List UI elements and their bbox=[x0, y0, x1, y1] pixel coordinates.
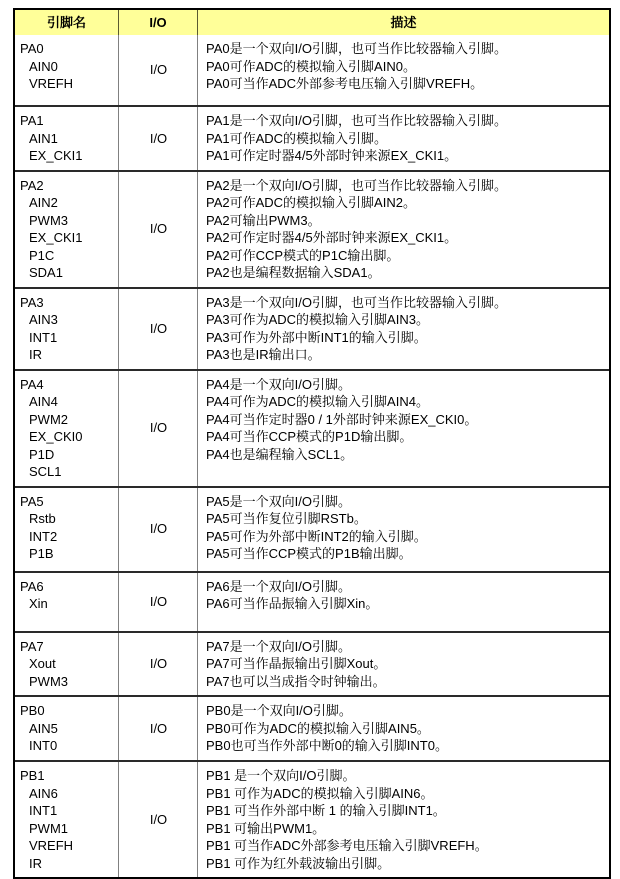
description-cell bbox=[198, 371, 609, 486]
pin-name-primary: PB0 bbox=[20, 703, 45, 718]
description-line: PA2也是编程数据输入SDA1。 bbox=[206, 265, 381, 280]
io-cell: I/O bbox=[119, 573, 198, 631]
pin-name-sub: Rstb bbox=[29, 511, 56, 526]
description-line: PA2是一个双向I/O引脚，也可当作比较器输入引脚。 bbox=[206, 177, 507, 193]
pin-description-table bbox=[13, 8, 611, 879]
description-line: PA4可作为ADC的模拟输入引脚AIN4。 bbox=[206, 394, 429, 409]
description-line: PB1 是一个双向I/O引脚。 bbox=[206, 768, 356, 783]
pin-name-primary: PA0 bbox=[20, 41, 44, 56]
header-io: I/O bbox=[119, 10, 198, 35]
description-cell bbox=[198, 762, 609, 877]
description-line: PA2可作定时器4/5外部时钟来源EX_CKI1。 bbox=[206, 230, 458, 245]
description-line: PA1可作定时器4/5外部时钟来源EX_CKI1。 bbox=[206, 148, 458, 163]
table-row-PA1 bbox=[15, 105, 609, 170]
pin-name-sub: EX_CKI1 bbox=[29, 148, 83, 163]
table-row-PA4 bbox=[15, 369, 609, 486]
pin-name-primary: PA1 bbox=[20, 113, 44, 128]
pin-name-sub: Xout bbox=[29, 656, 56, 671]
description-cell bbox=[198, 633, 609, 696]
pin-name-sub: IR bbox=[29, 855, 42, 871]
pin-name-sub: EX_CKI1 bbox=[29, 230, 83, 245]
pin-name-sub: AIN2 bbox=[29, 195, 58, 210]
pin-names-cell bbox=[15, 371, 119, 486]
io-cell: I/O bbox=[119, 172, 198, 287]
pin-name-sub: VREFH bbox=[29, 76, 74, 91]
pin-name-sub: PWM1 bbox=[29, 820, 68, 836]
description-line: PA4是一个双向I/O引脚。 bbox=[206, 376, 351, 392]
description-line: PA0是一个双向I/O引脚，也可当作比较器输入引脚。 bbox=[206, 41, 507, 56]
pin-names-cell bbox=[15, 488, 119, 571]
io-cell: I/O bbox=[119, 35, 198, 105]
pin-name-sub: PWM2 bbox=[29, 411, 68, 427]
description-line: PA4可当作定时器0 / 1外部时钟来源EX_CKI0。 bbox=[206, 411, 478, 427]
table-row-PA7 bbox=[15, 631, 609, 696]
table-row-PB1 bbox=[15, 760, 609, 877]
pin-name-primary: PA5 bbox=[20, 493, 44, 509]
pin-name-sub: AIN0 bbox=[29, 58, 58, 74]
description-line: PA6是一个双向I/O引脚。 bbox=[206, 578, 351, 594]
pin-name-sub: AIN4 bbox=[29, 394, 58, 409]
description-line: PB1 可作为ADC的模拟输入引脚AIN6。 bbox=[206, 785, 434, 801]
pin-name-primary: PA6 bbox=[20, 578, 44, 594]
table-row-PA5 bbox=[15, 486, 609, 571]
pin-name-sub: INT0 bbox=[29, 738, 58, 753]
description-line: PB0也可当作外部中断0的输入引脚INT0。 bbox=[206, 738, 448, 753]
description-line: PA5可当作复位引脚RSTb。 bbox=[206, 511, 367, 526]
description-cell bbox=[198, 289, 609, 369]
pin-names-cell bbox=[15, 289, 119, 369]
description-line: PA7也可以当成指令时钟输出。 bbox=[206, 673, 386, 689]
table-row-PB0 bbox=[15, 695, 609, 760]
description-line: PA3是一个双向I/O引脚，也可当作比较器输入引脚。 bbox=[206, 294, 507, 310]
pin-name-primary: PB1 bbox=[20, 768, 45, 783]
pin-name-sub: AIN1 bbox=[29, 130, 58, 146]
description-line: PA2可作CCP模式的P1C输出脚。 bbox=[206, 247, 400, 263]
description-line: PB1 可当作外部中断 1 的输入引脚INT1。 bbox=[206, 803, 446, 818]
table-row-PA0 bbox=[15, 35, 609, 105]
pin-name-primary: PA2 bbox=[20, 177, 44, 193]
pin-name-sub: AIN5 bbox=[29, 720, 58, 736]
description-line: PA1是一个双向I/O引脚，也可当作比较器输入引脚。 bbox=[206, 113, 507, 128]
description-cell bbox=[198, 573, 609, 631]
pin-names-cell bbox=[15, 172, 119, 287]
table-row-PA2 bbox=[15, 170, 609, 287]
description-line: PB1 可作为红外载波输出引脚。 bbox=[206, 855, 391, 871]
description-line: PA1可作ADC的模拟输入引脚。 bbox=[206, 130, 388, 146]
description-line: PA7可当作晶振输出引脚Xout。 bbox=[206, 656, 387, 671]
description-line: PB0是一个双向I/O引脚。 bbox=[206, 703, 352, 718]
pin-name-sub: INT1 bbox=[29, 329, 58, 345]
header-pin-name: 引脚名 bbox=[15, 10, 119, 35]
description-line: PA5可作为外部中断INT2的输入引脚。 bbox=[206, 528, 427, 544]
io-cell: I/O bbox=[119, 289, 198, 369]
pin-name-sub: AIN6 bbox=[29, 785, 58, 801]
table-body bbox=[15, 35, 609, 877]
pin-name-sub: SDA1 bbox=[29, 265, 63, 280]
description-line: PA7是一个双向I/O引脚。 bbox=[206, 638, 351, 654]
pin-name-sub: EX_CKI0 bbox=[29, 429, 83, 444]
description-line: PA5是一个双向I/O引脚。 bbox=[206, 493, 351, 509]
table-row-PA6 bbox=[15, 571, 609, 631]
pin-names-cell bbox=[15, 35, 119, 105]
description-line: PA2可作ADC的模拟输入引脚AIN2。 bbox=[206, 195, 416, 210]
description-line: PA4也是编程输入SCL1。 bbox=[206, 446, 354, 462]
description-line: PA4可当作CCP模式的P1D输出脚。 bbox=[206, 429, 413, 444]
description-cell bbox=[198, 172, 609, 287]
pin-name-sub: INT2 bbox=[29, 528, 58, 544]
pin-names-cell bbox=[15, 573, 119, 631]
pin-name-sub: IR bbox=[29, 347, 42, 362]
pin-name-primary: PA3 bbox=[20, 294, 44, 310]
description-line: PA2可输出PWM3。 bbox=[206, 212, 321, 228]
description-line: PB1 可输出PWM1。 bbox=[206, 820, 326, 836]
io-cell: I/O bbox=[119, 762, 198, 877]
pin-name-sub: Xin bbox=[29, 596, 48, 611]
table-header-row bbox=[15, 10, 609, 35]
pin-name-sub: SCL1 bbox=[29, 464, 62, 479]
description-line: PA3可作为ADC的模拟输入引脚AIN3。 bbox=[206, 312, 429, 327]
description-line: PA3也是IR输出口。 bbox=[206, 347, 321, 362]
description-line: PA6可当作品振输入引脚Xin。 bbox=[206, 596, 379, 611]
pin-name-sub: P1B bbox=[29, 546, 54, 561]
description-line: PA0可作ADC的模拟输入引脚AIN0。 bbox=[206, 58, 416, 74]
pin-name-primary: PA7 bbox=[20, 638, 44, 654]
description-cell bbox=[198, 107, 609, 170]
table-row-PA3 bbox=[15, 287, 609, 369]
pin-names-cell bbox=[15, 697, 119, 760]
pin-names-cell bbox=[15, 633, 119, 696]
description-line: PB0可作为ADC的模拟输入引脚AIN5。 bbox=[206, 720, 430, 736]
header-description: 描述 bbox=[390, 14, 417, 30]
description-cell bbox=[198, 488, 609, 571]
io-cell: I/O bbox=[119, 488, 198, 571]
pin-name-primary: PA4 bbox=[20, 376, 44, 392]
io-cell: I/O bbox=[119, 633, 198, 696]
pin-name-sub: VREFH bbox=[29, 838, 74, 853]
pin-name-sub: AIN3 bbox=[29, 312, 58, 327]
description-cell bbox=[198, 697, 609, 760]
pin-names-cell bbox=[15, 762, 119, 877]
description-line: PA0可当作ADC外部参考电压输入引脚VREFH。 bbox=[206, 76, 484, 91]
pin-name-sub: PWM3 bbox=[29, 673, 68, 689]
pin-name-sub: INT1 bbox=[29, 803, 58, 818]
io-cell: I/O bbox=[119, 107, 198, 170]
description-line: PA5可当作CCP模式的P1B输出脚。 bbox=[206, 546, 412, 561]
description-cell bbox=[198, 35, 609, 105]
pin-name-sub: PWM3 bbox=[29, 212, 68, 228]
pin-name-sub: P1D bbox=[29, 446, 55, 462]
io-cell: I/O bbox=[119, 371, 198, 486]
description-line: PA3可作为外部中断INT1的输入引脚。 bbox=[206, 329, 427, 345]
pin-name-sub: P1C bbox=[29, 247, 55, 263]
description-line: PB1 可当作ADC外部参考电压输入引脚VREFH。 bbox=[206, 838, 488, 853]
io-cell: I/O bbox=[119, 697, 198, 760]
pin-names-cell bbox=[15, 107, 119, 170]
